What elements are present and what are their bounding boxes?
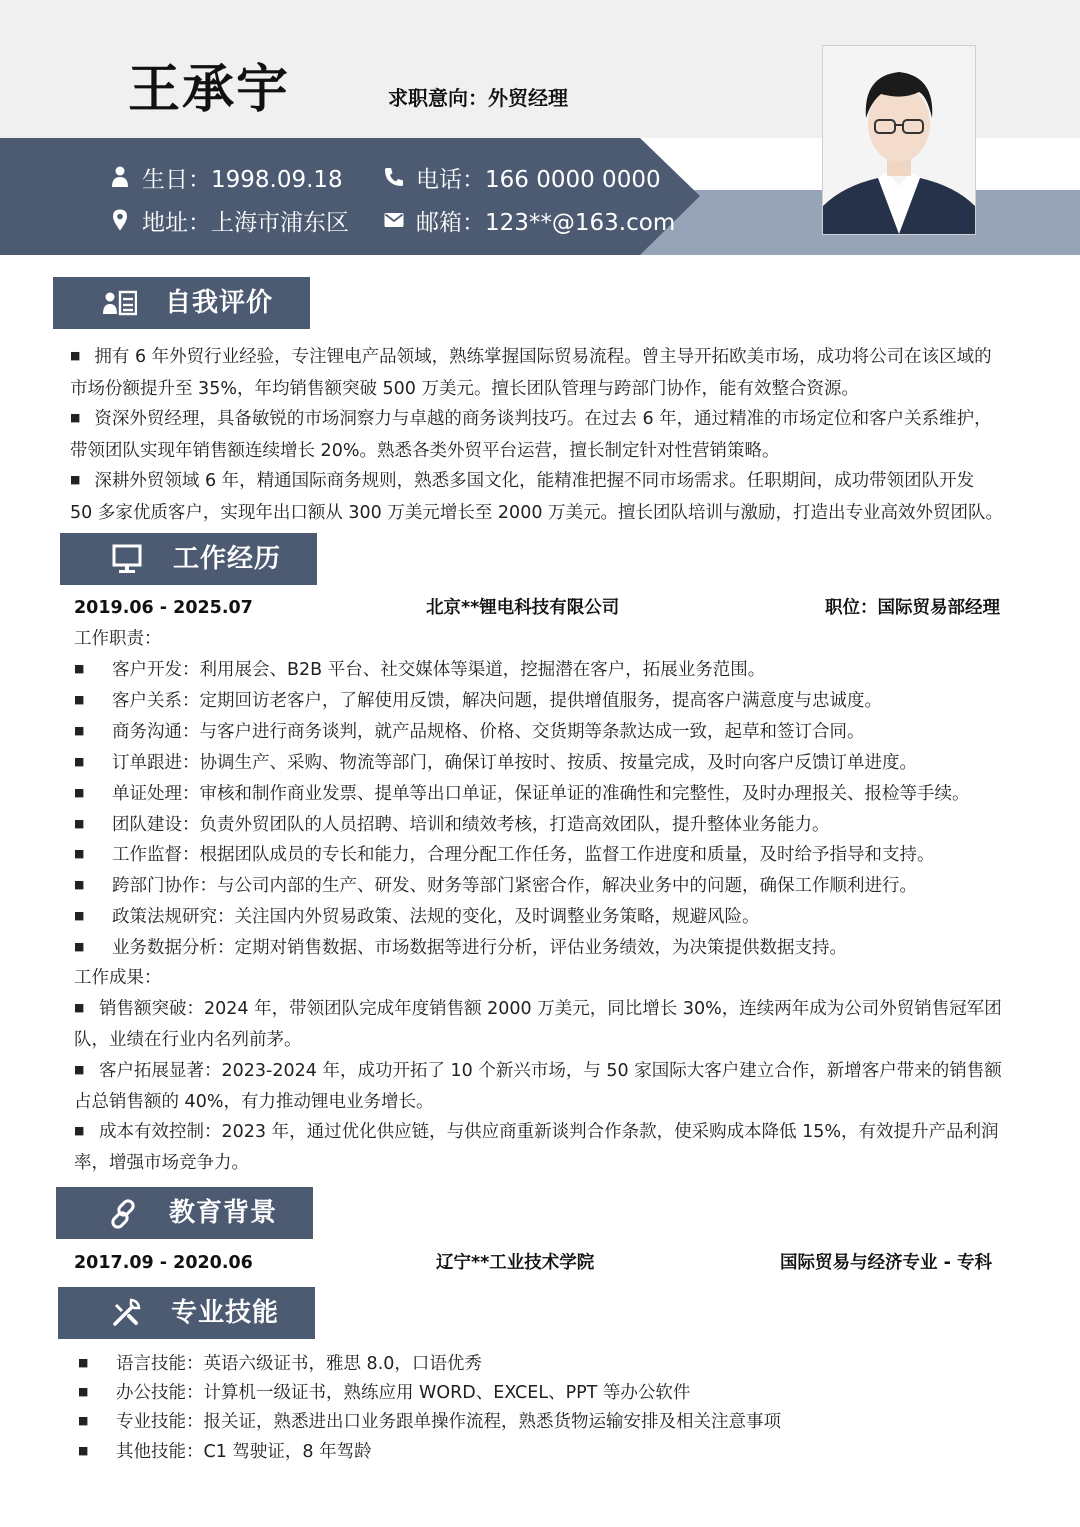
address-text: 地址：上海市浦东区 (142, 210, 349, 236)
duty-item: ■ 商务沟通：与客户进行商务谈判，就产品规格、价格、交货期等条款达成一致，起草和签订合同。 (74, 718, 865, 748)
duty-item: ■ 跨部门协作：与公司内部的生产、研发、财务等部门紧密合作，解决业务中的问题，确保工作顺利进行。 (74, 872, 917, 902)
achievement-item-continued: 队，业绩在行业内名列前茅。 (74, 1030, 302, 1050)
duty-item: ■ 工作监督：根据团队成员的专长和能力，合理分配工作任务，监督工作进度和质量，及时给予指导和支持。 (74, 841, 935, 871)
bullet: ■ (74, 816, 85, 830)
bullet: ■ (74, 785, 85, 799)
duty-item: ■ 客户关系：定期回访老客户，了解使用反馈，解决问题，提供增值服务，提高客户满意度与忠诚度。 (74, 687, 882, 717)
section-header-work (60, 533, 317, 585)
education-major: 国际贸易与经济专业 - 专科 (780, 1253, 992, 1273)
achievement-item: ■ 销售额突破：2024 年，带领团队完成年度销售额 2000 万美元，同比增长 30%，连续两年成为公司外贸销售冠军团 (74, 995, 1002, 1025)
achievements-label: 工作成果： (74, 968, 162, 988)
duty-item: ■ 业务数据分析：定期对销售数据、市场数据等进行分析，评估业务绩效，为决策提供数据支持。 (74, 934, 847, 964)
work-period: 2019.06 - 2025.07 (74, 598, 253, 618)
text-line: 50 多家优质客户，实现年出口额从 300 万美元增长至 2000 万美元。擅长团队培训与激励，打造出专业高效外贸团队。 (70, 503, 1004, 523)
bullet: ■ (78, 1356, 89, 1369)
envelope-icon (382, 211, 406, 235)
email-text: 邮箱：123**@163.com (416, 210, 676, 236)
phone-icon (382, 168, 406, 192)
duty-item: ■ 团队建设：负责外贸团队的人员招聘、培训和绩效考核，打造高效团队，提升整体业务能力。 (74, 811, 830, 841)
job-intent: 求职意向：外贸经理 (388, 86, 568, 110)
monitor-icon (112, 544, 142, 574)
section-title: 工作经历 (173, 544, 282, 574)
address-info (108, 208, 349, 238)
section-title: 自我评价 (165, 288, 274, 318)
self-eval-paragraph (70, 404, 1020, 467)
achievement-item-continued: 占总销售额的 40%，有力推动锂电业务增长。 (74, 1091, 434, 1112)
bullet: ■ (74, 692, 85, 706)
phone-text: 电话：166 0000 0000 (416, 167, 661, 193)
email-info (382, 208, 675, 238)
duty-item: ■ 单证处理：审核和制作商业发票、提单等出口单证，保证单证的准确性和完整性，及时办理报关、报检等手续。 (74, 780, 970, 810)
duty-item: ■ 政策法规研究：关注国内外贸易政策、法规的变化，及时调整业务策略，规避风险。 (74, 903, 760, 933)
bullet: ■ (74, 878, 85, 892)
bullet: ■ (74, 754, 85, 768)
bullet: ■ (78, 1385, 89, 1399)
education-school: 辽宁**工业技术学院 (436, 1253, 595, 1273)
bullet: ■ (74, 1062, 85, 1076)
self-eval-paragraph (70, 342, 1020, 405)
bullet: ■ (74, 847, 85, 861)
skill-item: ■ 其他技能：C1 驾驶证，8 年驾龄 (78, 1438, 372, 1468)
bullet: ■ (70, 349, 81, 362)
bullet: ■ (78, 1414, 89, 1428)
bullet: ■ (78, 1443, 89, 1457)
candidate-name: 王承宇 (128, 60, 291, 120)
text-line: 市场份额提升至 35%，年均销售额突破 500 万美元。擅长团队管理与跨部门协作，能有效整合资源。 (70, 379, 859, 399)
phone-info (382, 165, 661, 195)
link-icon (108, 1199, 138, 1229)
bullet: ■ (74, 909, 85, 923)
text-line: ■ 拥有 6 年外贸行业经验，专注锂电产品领域，熟练掌握国际贸易流程。曾主导开拓欧美市场，成功将公司在该区域的 (70, 347, 992, 367)
bullet: ■ (70, 473, 81, 486)
profile-photo (822, 45, 976, 235)
work-company: 北京**锂电科技有限公司 (426, 598, 620, 618)
section-header-skills (58, 1287, 315, 1339)
text-line: ■ 深耕外贸领域 6 年，精通国际商务规则，熟悉多国文化，能精准把握不同市场需求。任职期间，成功带领团队开发 (70, 471, 975, 491)
bullet: ■ (74, 1124, 85, 1138)
bullet: ■ (74, 662, 85, 675)
duty-item: ■ 订单跟进：协调生产、采购、物流等部门，确保订单按时、按质、按量完成，及时向客户反馈订单进度。 (74, 749, 917, 779)
bullet: ■ (74, 723, 85, 737)
profile-card-icon (103, 290, 137, 316)
text-line: ■ 资深外贸经理，具备敏锐的市场洞察力与卓越的商务谈判技巧。在过去 6 年，通过精准的市场定位和客户关系维护， (70, 409, 992, 429)
section-title: 专业技能 (171, 1298, 280, 1328)
bullet: ■ (74, 940, 85, 954)
duties-label: 工作职责： (74, 629, 162, 649)
section-title: 教育背景 (169, 1198, 278, 1228)
education-period: 2017.09 - 2020.06 (74, 1253, 253, 1273)
section-header-education (56, 1187, 313, 1239)
location-pin-icon (108, 211, 132, 235)
birth-text: 生日：1998.09.18 (142, 167, 343, 193)
birth-info (108, 165, 343, 195)
skill-item: ■ 语言技能：英语六级证书，雅思 8.0，口语优秀 (78, 1350, 482, 1380)
achievement-item: ■ 客户拓展显著：2023-2024 年，成功开拓了 10 个新兴市场，与 50 家国际大客户建立合作，新增客户带来的销售额 (74, 1057, 1002, 1087)
duty-item: ■ 客户开发：利用展会、B2B 平台、社交媒体等渠道，挖掘潜在客户，拓展业务范围。 (74, 656, 765, 686)
self-eval-paragraph (70, 466, 1020, 529)
achievement-item: ■ 成本有效控制：2023 年，通过优化供应链，与供应商重新谈判合作条款，使采购成本降低 15%，有效提升产品利润 (74, 1118, 999, 1148)
bullet: ■ (70, 411, 81, 424)
skill-item: ■ 专业技能：报关证，熟悉进出口业务跟单操作流程，熟悉货物运输安排及相关注意事项 (78, 1408, 781, 1438)
section-header-self-eval (53, 277, 310, 329)
person-icon (108, 168, 132, 192)
skill-item: ■ 办公技能：计算机一级证书，熟练应用 WORD、EXCEL、PPT 等办公软件 (78, 1379, 690, 1409)
tools-icon (110, 1297, 142, 1329)
text-line: 带领团队实现年销售额连续增长 20%。熟悉各类外贸平台运营，擅长制定针对性营销策略。 (70, 441, 780, 461)
work-position: 职位：国际贸易部经理 (825, 598, 1000, 618)
achievement-item-continued: 率，增强市场竞争力。 (74, 1153, 249, 1174)
bullet: ■ (74, 1001, 85, 1014)
